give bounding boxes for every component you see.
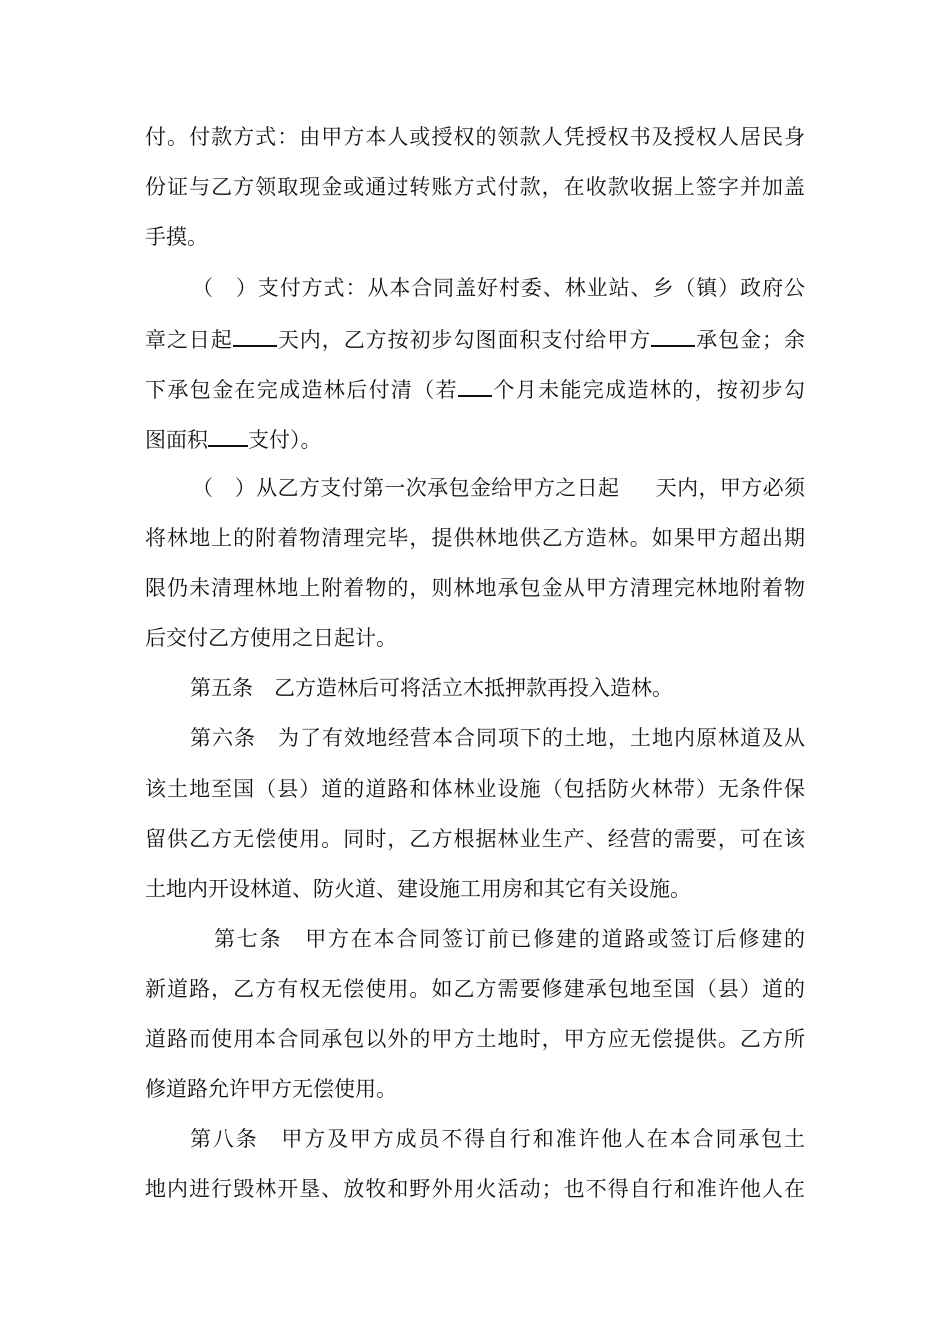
- fill-in-blank: [208, 423, 248, 447]
- line-segment: 图面积: [145, 428, 208, 452]
- line-segment: 下承包金在完成造林后付清（若: [145, 378, 458, 402]
- fill-in-blank: [458, 373, 492, 397]
- paragraph-line: 地内进行毁林开垦、放牧和野外用火活动；也不得自行和准许他人在: [145, 1177, 805, 1201]
- paragraph-line: 将林地上的附着物清理完毕，提供林地供乙方造林。如果甲方超出期: [145, 526, 805, 550]
- paragraph-line: 该土地至国（县）道的道路和体林业设施（包括防火林带）无条件保: [145, 777, 805, 801]
- paragraph-line: [145, 373, 805, 403]
- paragraph-line: [145, 423, 805, 453]
- paragraph-line: 付。付款方式：由甲方本人或授权的领款人凭授权书及授权人居民身: [145, 125, 805, 149]
- paragraph-line: 土地内开设林道、防火道、建设施工用房和其它有关设施。: [145, 877, 691, 901]
- paragraph-line: （ ）支付方式：从本合同盖好村委、林业站、乡（镇）政府公: [192, 276, 805, 300]
- line-segment: 章之日起: [145, 328, 233, 352]
- paragraph-line: 手摸。: [145, 225, 208, 249]
- line-segment: 个月未能完成造林的，按初步勾: [492, 378, 805, 402]
- line-segment: 承包金；余: [695, 328, 806, 352]
- paragraph-line: 份证与乙方领取现金或通过转账方式付款，在收款收据上签字并加盖: [145, 175, 805, 199]
- paragraph-line: [145, 323, 805, 353]
- paragraph-line: 限仍未清理林地上附着物的，则林地承包金从甲方清理完林地附着物: [145, 576, 805, 600]
- fill-in-blank: [233, 323, 277, 347]
- article-five: 第五条 乙方造林后可将活立木抵押款再投入造林。: [190, 676, 673, 700]
- article-eight: 第八条 甲方及甲方成员不得自行和准许他人在本合同承包土: [190, 1127, 805, 1151]
- paragraph-line: [192, 473, 805, 503]
- paragraph-line: 新道路，乙方有权无偿使用。如乙方需要修建承包地至国（县）道的: [145, 977, 805, 1001]
- paragraph-line: 修道路允许甲方无偿使用。: [145, 1077, 397, 1101]
- article-six: 第六条 为了有效地经营本合同项下的土地，土地内原林道及从: [190, 726, 805, 750]
- line-segment: 天内，甲方必须: [655, 476, 805, 500]
- article-seven: 第七条 甲方在本合同签订前已修建的道路或签订后修建的: [214, 927, 805, 951]
- line-segment: 支付）。: [248, 428, 322, 452]
- fill-in-blank: [651, 323, 695, 347]
- line-segment: （ ）从乙方支付第一次承包金给甲方之日起: [192, 476, 620, 500]
- paragraph-line: 道路而使用本合同承包以外的甲方土地时，甲方应无偿提供。乙方所: [145, 1027, 805, 1051]
- line-segment: 天内，乙方按初步勾图面积支付给甲方: [276, 328, 652, 352]
- paragraph-line: 留供乙方无偿使用。同时，乙方根据林业生产、经营的需要，可在该: [145, 827, 805, 851]
- paragraph-line: 后交付乙方使用之日起计。: [145, 626, 397, 650]
